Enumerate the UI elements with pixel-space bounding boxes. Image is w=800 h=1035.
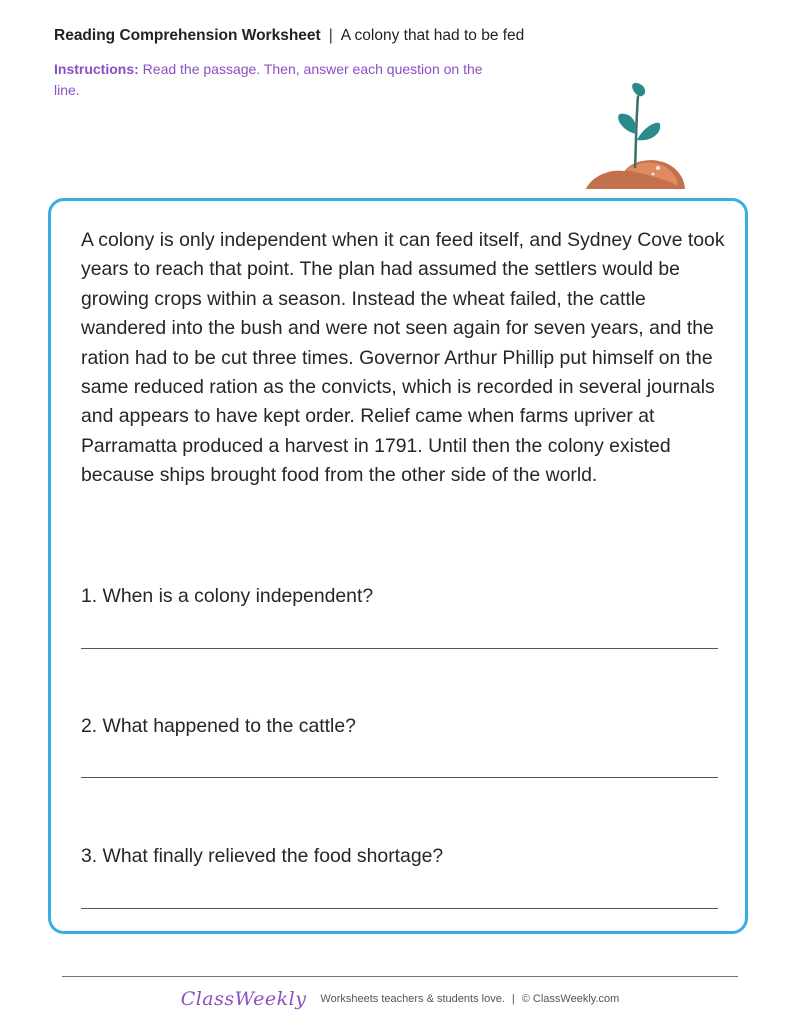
answer-line-1[interactable] [81,648,718,649]
instructions-text: Read the passage. Then, answer each question on the line. [54,61,483,98]
question-1: 1. When is a colony independent? [81,585,374,607]
worksheet-title: Reading Comprehension Worksheet [54,27,321,44]
answer-line-3[interactable] [81,908,718,909]
sprout-icon [580,82,690,194]
question-2: 2. What happened to the cattle? [81,715,356,737]
worksheet-header [54,27,524,45]
footer-divider [62,976,738,977]
answer-line-2[interactable] [81,777,718,778]
instructions-label: Instructions: [54,61,139,77]
footer-separator: | [511,993,515,1005]
footer [0,988,800,1010]
footer-copyright: © ClassWeekly.com [521,993,620,1005]
footer-tagline: Worksheets teachers & students love. [320,993,505,1005]
worksheet-subtitle: A colony that had to be fed [340,27,525,44]
header-separator: | [328,27,333,44]
brand-logo: ClassWeekly [180,988,307,1010]
reading-passage: A colony is only independent when it can feed itself, and Sydney Cove took years to reach that point. The plan had assumed the settlers would be growing crops within a season. Instead the wheat failed, the cattle wandered into the bush and were not seen again for seven years, and the ration had to be cut three times. Governor Arthur Phillip put himself on the same reduced ration as the convicts, which is recorded in several journals and appears to have kept order. Relief came when farms upriver at Parramatta produced a harvest in 1791. Until then the colony existed because ships brought food from the other side of the world. [81,229,725,487]
question-3: 3. What finally relieved the food shortage? [81,845,444,867]
instructions [54,59,504,101]
